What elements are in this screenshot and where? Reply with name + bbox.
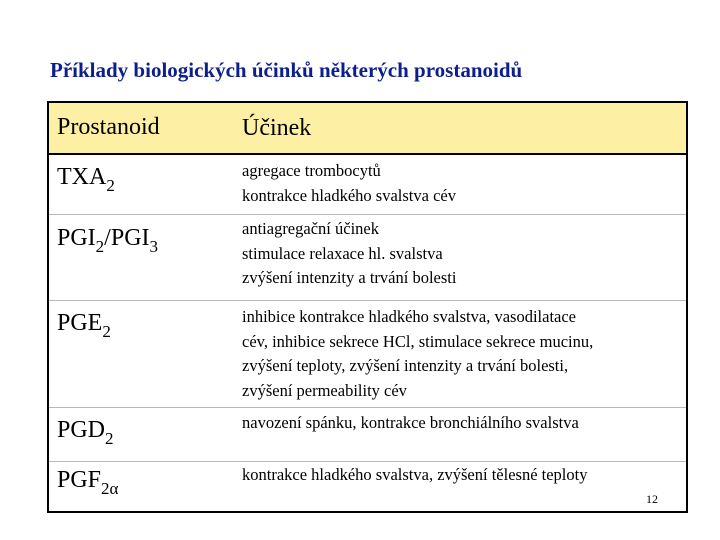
prostanoid-name: $PGE_2$ — [57, 310, 111, 341]
effect-text: navození spánku, kontrakce bronchiálního svalstva — [242, 413, 579, 432]
header-effect: Účinek — [242, 115, 312, 141]
prostanoid-table — [47, 101, 688, 513]
prostanoid-name: $TXA_2$ — [57, 164, 115, 195]
table-header-row — [49, 103, 686, 153]
slide-title: Příklady biologických účinků některých prostanoidů — [50, 58, 523, 82]
header-prostanoid: Prostanoid — [57, 114, 160, 140]
prostanoid-name: $PGI_2/PGI_3$ — [57, 225, 159, 256]
effect-text: antiagregační účinek stimulace relaxace hl. svalstva zvýšení intenzity a trvání bolesti — [242, 219, 457, 287]
table-row — [49, 462, 686, 513]
page-number: 12 — [646, 492, 658, 506]
table-row — [49, 301, 686, 407]
effect-text: agregace trombocytů kontrakce hladkého svalstva cév — [242, 161, 456, 205]
prostanoid-name: $PGD_2$ — [57, 417, 114, 448]
table-row — [49, 215, 686, 300]
effect-text: kontrakce hladkého svalstva, zvýšení tělesné teploty — [242, 465, 588, 484]
table-row — [49, 155, 686, 214]
effect-text: inhibice kontrakce hladkého svalstva, vasodilatace cév, inhibice sekrece HCl, stimulace sekrece mucinu, zvýšení teploty, zvýšení intenzity a trvání bolesti, zvýšení permeability cév — [242, 307, 594, 400]
table-row — [49, 408, 686, 461]
prostanoid-name: $PGF_{2\alpha}$ — [57, 467, 119, 498]
